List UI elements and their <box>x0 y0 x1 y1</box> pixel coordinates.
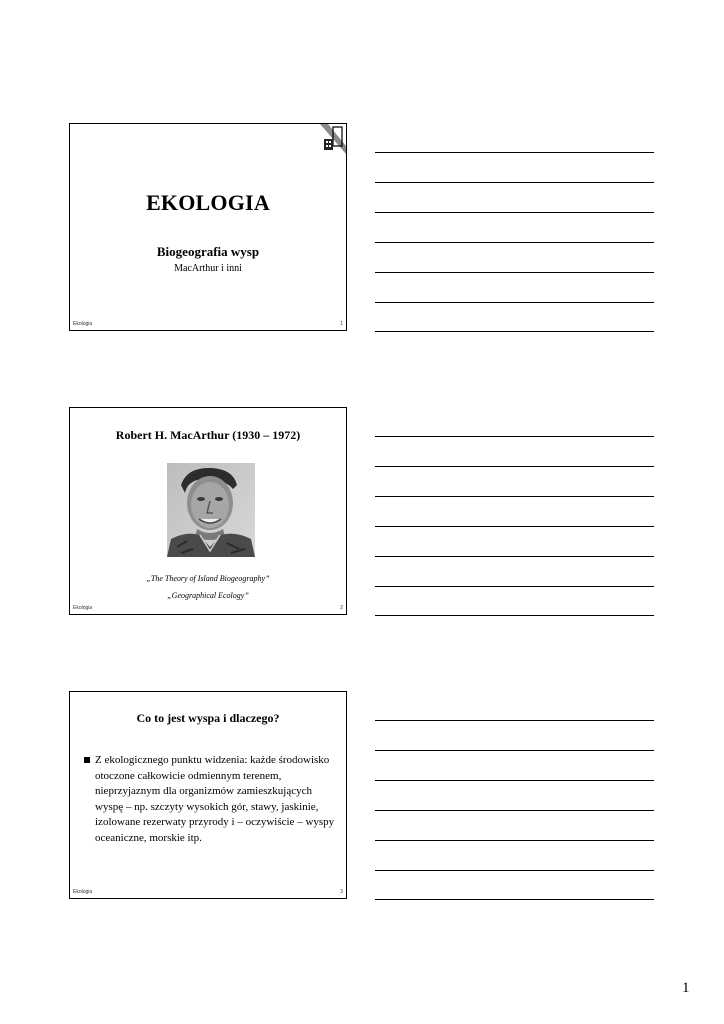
note-line <box>375 720 654 721</box>
note-line <box>375 272 654 273</box>
note-line <box>375 331 654 332</box>
slide-number: 2 <box>340 605 343 611</box>
note-line <box>375 466 654 467</box>
book-title: „The Theory of Island Biogeography” <box>146 574 270 583</box>
square-bullet-icon <box>84 757 90 763</box>
note-line <box>375 242 654 243</box>
slide-1 <box>69 123 347 331</box>
note-line <box>375 899 654 900</box>
slide-number: 3 <box>340 889 343 895</box>
book-title: „Geographical Ecology” <box>167 591 249 600</box>
building-logo-icon <box>316 124 346 154</box>
slide-3 <box>69 691 347 899</box>
note-line <box>375 496 654 497</box>
slide-2 <box>69 407 347 615</box>
note-line <box>375 810 654 811</box>
portrait-photo <box>167 463 255 557</box>
note-line <box>375 152 654 153</box>
bullet-text: Z ekologicznego punktu widzenia: każde środowisko otoczone całkowicie odmiennym terenem, nieprzyjaznym dla organizmów zamieszkujących wyspę – np. szczyty wysokich gór, stawy, jaskinie, izolowane rezerwaty przyrody i – oczywiście – wyspy oceaniczne, morskie itp. <box>95 754 335 844</box>
note-line <box>375 182 654 183</box>
note-line <box>375 750 654 751</box>
slide-title: EKOLOGIA <box>146 190 270 215</box>
slide-footer: Ekologia <box>73 321 93 327</box>
slide-subtitle: Biogeografia wysp <box>156 244 260 259</box>
note-line <box>375 780 654 781</box>
note-line <box>375 615 654 616</box>
note-line <box>375 586 654 587</box>
note-line <box>375 436 654 437</box>
slide-footer: Ekologia <box>73 605 93 611</box>
slide-author: MacArthur i inni <box>174 263 242 274</box>
note-line <box>375 840 654 841</box>
note-line <box>375 212 654 213</box>
bullet-item <box>84 753 336 846</box>
page-number: 1 <box>682 980 690 996</box>
note-line <box>375 556 654 557</box>
note-line <box>375 870 654 871</box>
slide-footer: Ekologia <box>73 889 93 895</box>
slide-title: Robert H. MacArthur (1930 – 1972) <box>115 428 301 442</box>
note-line <box>375 526 654 527</box>
slide-number: 1 <box>340 321 343 327</box>
note-line <box>375 302 654 303</box>
slide-title: Co to jest wyspa i dlaczego? <box>136 711 280 725</box>
